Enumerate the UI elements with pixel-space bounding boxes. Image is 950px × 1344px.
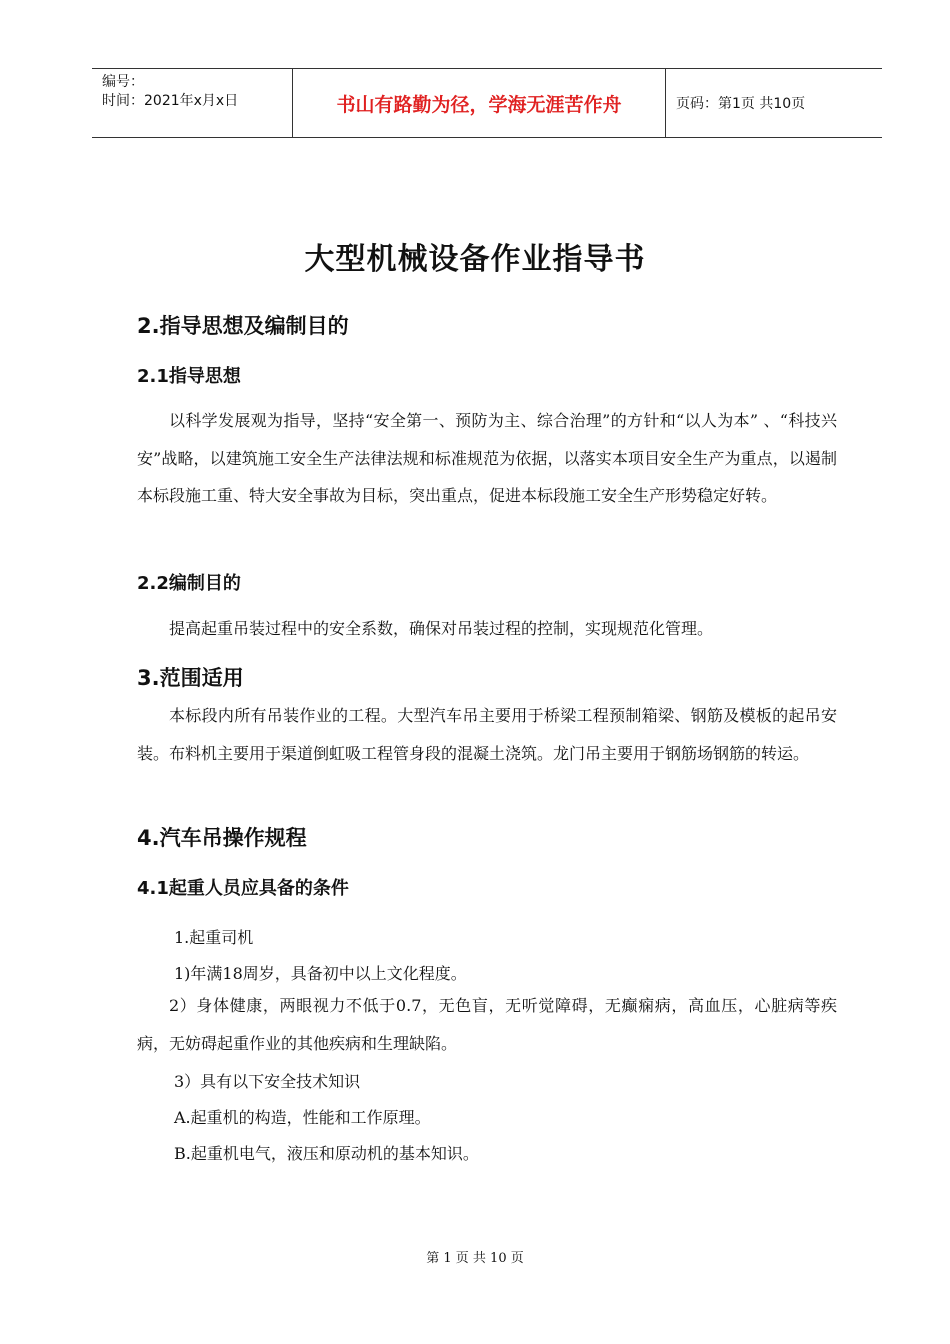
document-title: 大型机械设备作业指导书 (304, 242, 646, 277)
header-meta-cell (92, 69, 293, 137)
section-3-heading: 3.范围适用 (137, 666, 244, 690)
list-item: 1)年满18周岁，具备初中以上文化程度。 (174, 964, 467, 983)
list-item: A.起重机的构造，性能和工作原理。 (174, 1108, 431, 1127)
header-motto: 书山有路勤为径，学海无涯苦作舟 (293, 69, 666, 137)
page-footer: 第 1 页 共 10 页 (426, 1251, 524, 1266)
section-2-1-heading: 2.1指导思想 (137, 366, 241, 387)
list-item: 2）身体健康，两眼视力不低于0.7，无色盲，无听觉障碍，无癫痫病，高血压，心脏病等疾病，无妨碍起重作业的其他疾病和生理缺陷。 (137, 996, 837, 1053)
section-4-heading: 4.汽车吊操作规程 (137, 826, 307, 850)
section-2-2-heading: 2.2编制目的 (137, 573, 241, 594)
list-item: 3）具有以下安全技术知识 (174, 1072, 361, 1091)
section-2-2-paragraph: 提高起重吊装过程中的安全系数，确保对吊装过程的控制，实现规范化管理。 (169, 619, 714, 638)
header-page-info: 页码：第1页 共10页 (676, 96, 806, 112)
section-4-1-heading: 4.1起重人员应具备的条件 (137, 878, 349, 899)
document-time: 时间：2021年x月x日 (102, 93, 239, 109)
section-2-heading: 2.指导思想及编制目的 (137, 314, 349, 338)
header-table (92, 68, 882, 138)
section-3-paragraph: 本标段内所有吊装作业的工程。大型汽车吊主要用于桥梁工程预制箱梁、钢筋及模板的起吊安装。布料机主要用于渠道倒虹吸工程管身段的混凝土浇筑。龙门吊主要用于钢筋场钢筋的转运。 (137, 706, 837, 763)
section-2-1-paragraph: 以科学发展观为指导，坚持“安全第一、预防为主、综合治理”的方针和“以人为本” 、“科技兴安”战略，以建筑施工安全生产法律法规和标准规范为依据，以落实本项目安全生产为重点，以遏制本标段施工重、特大安全事故为目标，突出重点，促进本标段施工安全生产形势稳定好转。 (137, 411, 837, 505)
list-item: 1.起重司机 (174, 928, 254, 947)
document-number-label: 编号： (102, 74, 144, 90)
list-item: B.起重机电气，液压和原动机的基本知识。 (174, 1144, 479, 1163)
